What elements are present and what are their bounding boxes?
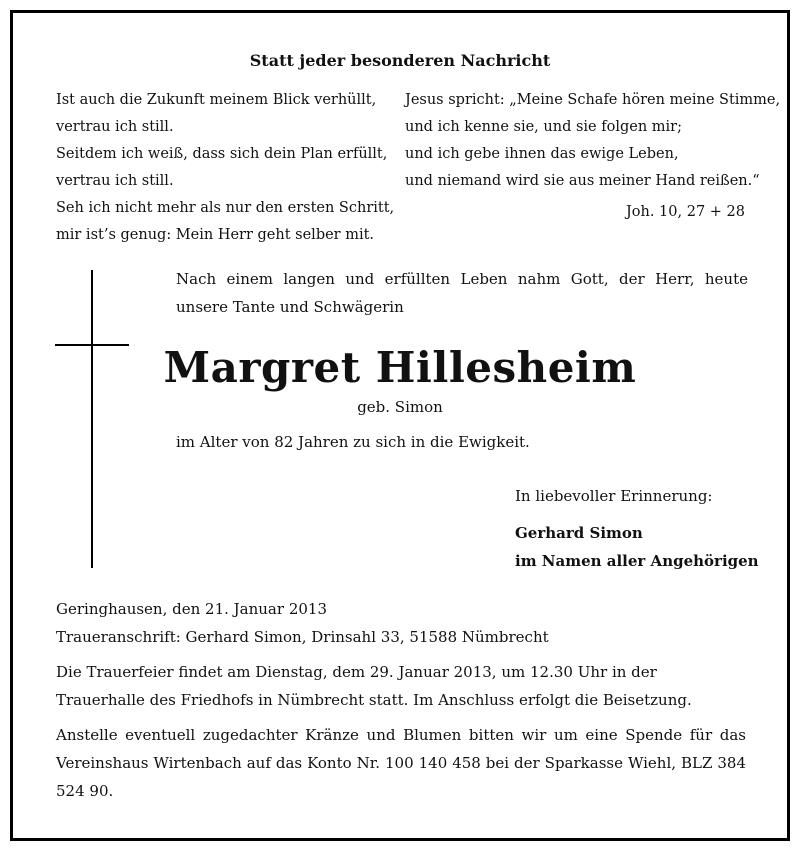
funeral-service-info: Die Trauerfeier findet am Dienstag, dem 29. Januar 2013, um 12.30 Uhr in der Trauerhalle des Friedhofs in Nümbrecht statt. Im Anschluss erfolgt die Beisetzung. <box>56 663 692 709</box>
signature-name: Gerhard Simon <box>515 524 643 542</box>
deceased-name: Margret Hillesheim <box>163 343 637 392</box>
place-date: Geringhausen, den 21. Januar 2013 <box>56 600 327 618</box>
quote-line: und ich gebe ihnen das ewige Leben, <box>405 146 679 162</box>
donation-request: Anstelle eventuell zugedachter Kränze und Blumen bitten wir um eine Spende für das Vereinshaus Wirtenbach auf das Konto Nr. 100 140 458 bei der Sparkasse Wiehl, BLZ 384 524 90. <box>56 726 746 800</box>
quote-line: und ich kenne sie, und sie folgen mir; <box>405 119 682 135</box>
poem-verse <box>56 87 394 249</box>
bible-reference: Joh. 10, 27 + 28 <box>625 204 745 220</box>
poem-line: Seh ich nicht mehr als nur den ersten Schritt, <box>56 200 395 216</box>
notice-header: Statt jeder besonderen Nachricht <box>249 51 551 70</box>
poem-line: vertrau ich still. <box>56 173 174 189</box>
age-line: im Alter von 82 Jahren zu sich in die Ewigkeit. <box>176 433 530 451</box>
poem-line: Seitdem ich weiß, dass sich dein Plan erfüllt, <box>56 146 388 162</box>
maiden-name: geb. Simon <box>357 398 443 416</box>
mourning-address: Traueranschrift: Gerhard Simon, Drinsahl 33, 51588 Nümbrecht <box>56 628 549 646</box>
announcement-intro: Nach einem langen und erfüllten Leben nahm Gott, der Herr, heute unsere Tante und Schwägerin <box>176 270 748 316</box>
quote-line: Jesus spricht: „Meine Schafe hören meine Stimme, <box>405 92 781 108</box>
bible-quote <box>405 87 780 195</box>
obituary-notice <box>10 10 790 841</box>
quote-line: und niemand wird sie aus meiner Hand reißen.“ <box>405 173 760 189</box>
poem-line: Ist auch die Zukunft meinem Blick verhüllt, <box>56 92 377 108</box>
signature-intro: In liebevoller Erinnerung: <box>515 487 713 505</box>
poem-line: vertrau ich still. <box>56 119 174 135</box>
poem-line: mir ist’s genug: Mein Herr geht selber mit. <box>56 227 375 243</box>
signature-subtitle: im Namen aller Angehörigen <box>515 552 759 570</box>
